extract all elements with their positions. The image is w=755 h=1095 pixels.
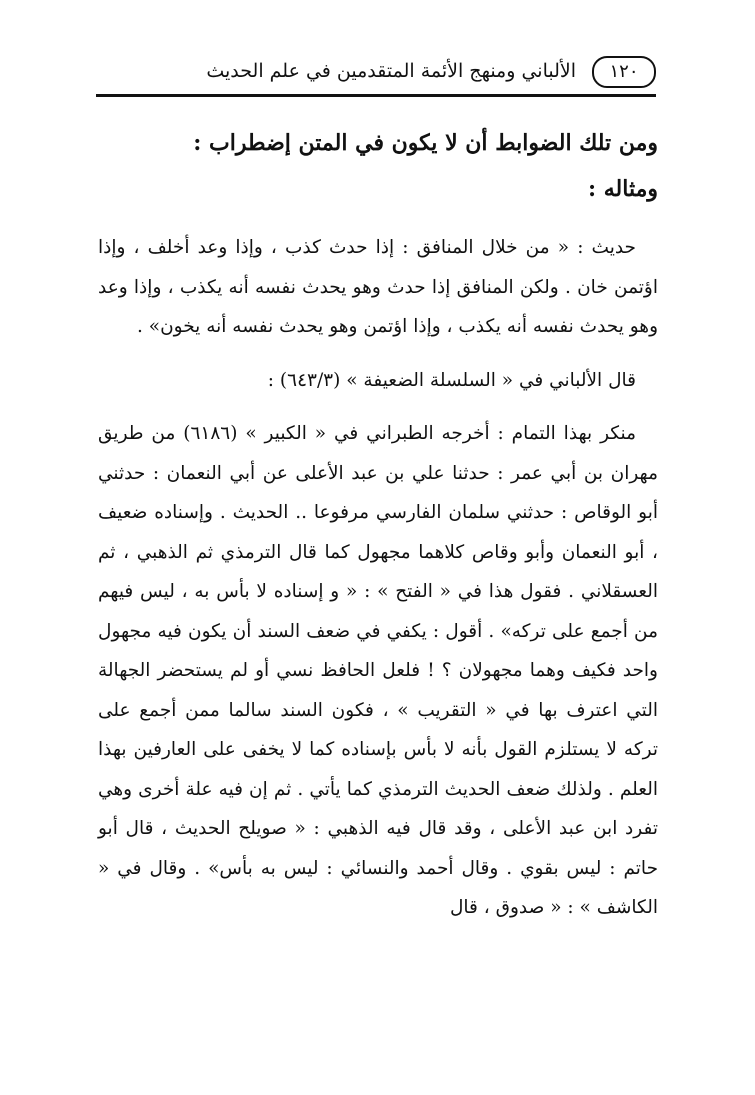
running-title: الألباني ومنهج الأئمة المتقدمين في علم الحديث xyxy=(206,60,576,82)
albani-quote-line: قال الألباني في « السلسلة الضعيفة » (٦٤٣/٣) : xyxy=(267,369,636,391)
header-rule xyxy=(96,94,656,97)
page-number: ١٢٠ xyxy=(592,56,656,88)
hadith-paragraph: حديث : « من خلال المنافق : إذا حدث كذب ، وإذا وعد أخلف ، وإذا اؤتمن خان . ولكن المنافق إذا حدث وهو يحدث نفسه أنه يكذب ، وإذا وعد وهو يحدث نفسه أنه يكذب ، وإذا اؤتمن وهو يحدث نفسه أنه يخون» . xyxy=(98,237,658,337)
example-heading: ومثاله : xyxy=(587,176,658,202)
commentary-paragraph: منكر بهذا التمام : أخرجه الطبراني في « الكبير » (٦١٨٦) من طريق مهران بن أبي عمر : حدثنا علي بن عبد الأعلى عن أبي النعمان : حدثني أبو الوقاص : حدثني سلمان الفارسي مرفوعا .. الحديث . وإسناده ضعيف ، أبو النعمان وأبو وقاص كلاهما مجهول كما قال الترمذي ثم الذهبي ، ثم العسقلاني . فقول هذا في « الفتح » : « و إسناده لا بأس به ، ليس فيهم من أجمع على تركه» . أقول : يكفي في ضعف السند أن يكون فيه مجهول واحد فكيف وهما مجهولان ؟ ! فلعل الحافظ نسي أو لم يستحضر الجهالة التي اعترف بها في « التقريب » ، فكون السند سالما ممن أجمع على تركه لا يستلزم القول بأنه لا بأس بإسناده كما لا يخفى على العارفين بهذا العلم . ولذلك ضعف الحديث الترمذي كما يأتي . ثم إن فيه علة أخرى وهي تفرد ابن عبد الأعلى ، وقد قال فيه الذهبي : « صويلح الحديث ، قال أبو حاتم : ليس بقوي . وقال أحمد والنسائي : ليس به بأس» . وقال في « الكاشف » : « صدوق ، قال xyxy=(98,423,658,918)
page-body xyxy=(98,120,658,928)
section-heading: ومن تلك الضوابط أن لا يكون في المتن إضطراب : xyxy=(193,130,658,156)
page-header xyxy=(96,52,656,98)
